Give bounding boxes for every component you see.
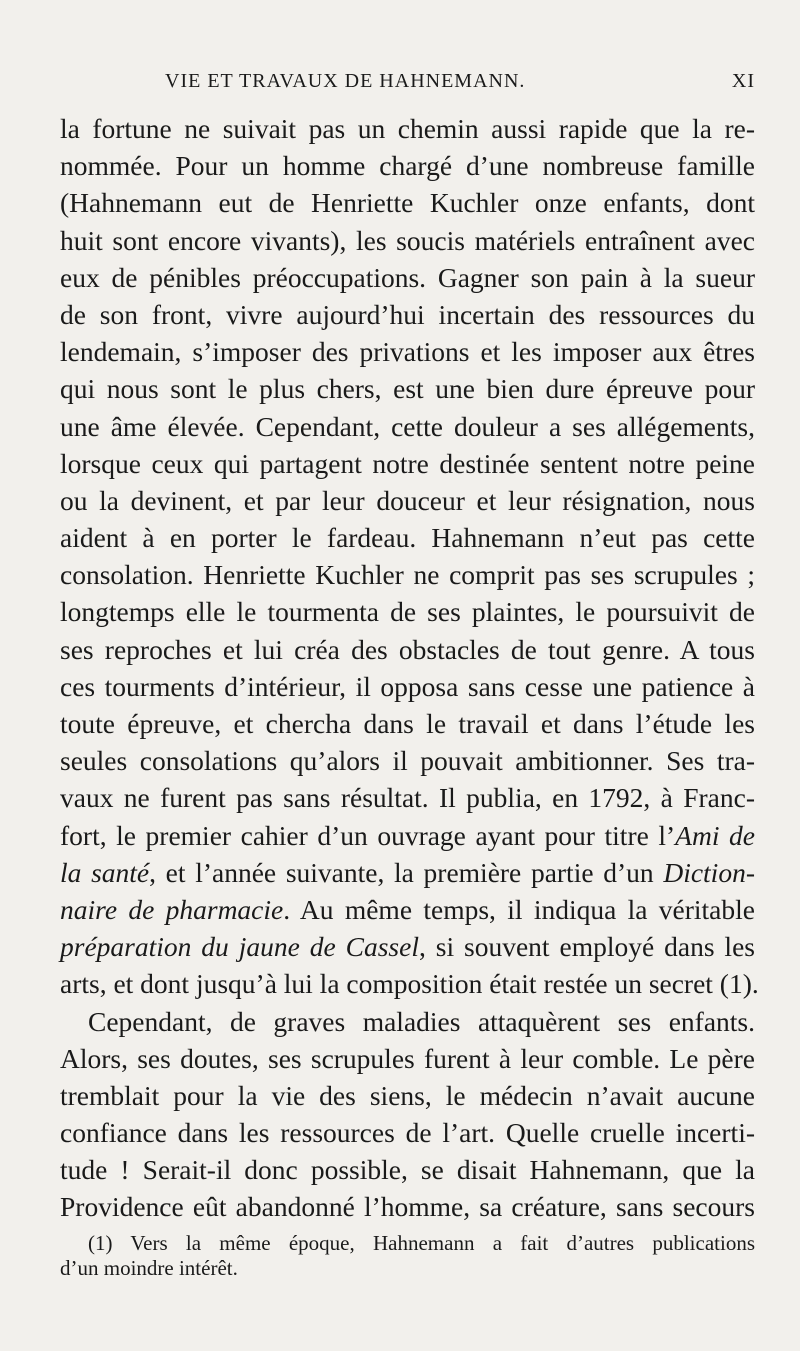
text-line: huit sont encore vivants), les soucis matériels entraînent avec: [60, 224, 755, 256]
footnote-line: (1) Vers la même époque, Hahnemann a fait d’autres publications: [88, 1231, 755, 1255]
text-line: ses reproches et lui créa des obstacles de tout genre. A tous: [60, 633, 755, 665]
text-fragment: , et l’année suivante, la première partie d’un: [149, 856, 664, 888]
text-line: Providence eût abandonné l’homme, sa créature, sans secours: [60, 1191, 755, 1223]
text-line: arts, et dont jusqu’à lui la composition était restée un secret (1).: [60, 968, 759, 1000]
text-line: qui nous sont le plus chers, est une bien dure épreuve pour: [60, 373, 755, 405]
body-text: [60, 110, 759, 1226]
text-line: nommée. Pour un homme chargé d’une nombreuse famille: [60, 150, 755, 182]
book-title-ami-de-la-sante-cont: la santé: [60, 856, 150, 888]
text-line: seules consolations qu’alors il pouvait ambitionner. Ses tra-: [60, 745, 755, 777]
text-line: (Hahnemann eut de Henriette Kuchler onze enfants, dont: [60, 187, 755, 219]
book-title-dictionnaire-cont: naire de pharmacie: [60, 893, 284, 925]
text-line: [60, 854, 755, 891]
text-line: tude ! Serait-il donc possible, se disait Hahnemann, que la: [60, 1154, 755, 1186]
text-line: [60, 817, 755, 854]
text-fragment: fort, le premier cahier d’un ouvrage ayant pour titre l’: [60, 819, 676, 851]
running-title: VIE ET TRAVAUX DE HAHNEMANN.: [165, 70, 526, 92]
book-title-ami-de-la-sante: Ami de: [675, 819, 755, 851]
text-line: une âme élevée. Cependant, cette douleur a ses allégements,: [60, 410, 755, 442]
text-fragment: . Au même temps, il indiqua la véritable: [283, 893, 755, 925]
text-line: eux de pénibles préoccupations. Gagner son pain à la sueur: [60, 261, 755, 293]
text-line: tremblait pour la vie des siens, le médecin n’avait aucune: [60, 1079, 755, 1111]
book-title-dictionnaire: Diction-: [663, 856, 755, 888]
text-line: ces tourments d’intérieur, il opposa sans cesse une patience à: [60, 670, 755, 702]
text-line: confiance dans les ressources de l’art. Quelle cruelle incerti-: [60, 1117, 755, 1149]
text-line: ou la devinent, et par leur douceur et leur résignation, nous: [60, 484, 755, 516]
text-line: [60, 891, 755, 928]
footnote-line: d’un moindre intérêt.: [60, 1256, 238, 1280]
text-line: lendemain, s’imposer des privations et les imposer aux êtres: [60, 336, 755, 368]
text-line: longtemps elle le tourmenta de ses plaintes, le poursuivit de: [60, 596, 755, 628]
text-line: Alors, ses doutes, ses scrupules furent à leur comble. Le père: [60, 1042, 755, 1074]
text-line: toute épreuve, et chercha dans le travail et dans l’étude les: [60, 708, 755, 739]
page-number: XI: [731, 70, 755, 92]
text-line: la fortune ne suivait pas un chemin aussi rapide que la re-: [60, 113, 755, 144]
text-line: de son front, vivre aujourd’hui incertain des ressources du: [60, 298, 755, 330]
text-line: vaux ne furent pas sans résultat. Il publia, en 1792, à Franc-: [60, 782, 755, 814]
text-fragment: , si souvent employé dans les: [418, 931, 755, 963]
term-jaune-de-cassel: préparation du jaune de Cassel: [60, 931, 419, 963]
footnote: [60, 1231, 755, 1281]
text-line: consolation. Henriette Kuchler ne comprit pas ses scrupules ;: [60, 559, 755, 591]
text-line: Cependant, de graves maladies attaquèrent ses enfants.: [88, 1005, 755, 1037]
text-line: [60, 928, 755, 965]
text-line: lorsque ceux qui partagent notre destinée sentent notre peine: [60, 447, 755, 479]
text-line: aident à en porter le fardeau. Hahnemann n’eut pas cette: [60, 522, 755, 554]
